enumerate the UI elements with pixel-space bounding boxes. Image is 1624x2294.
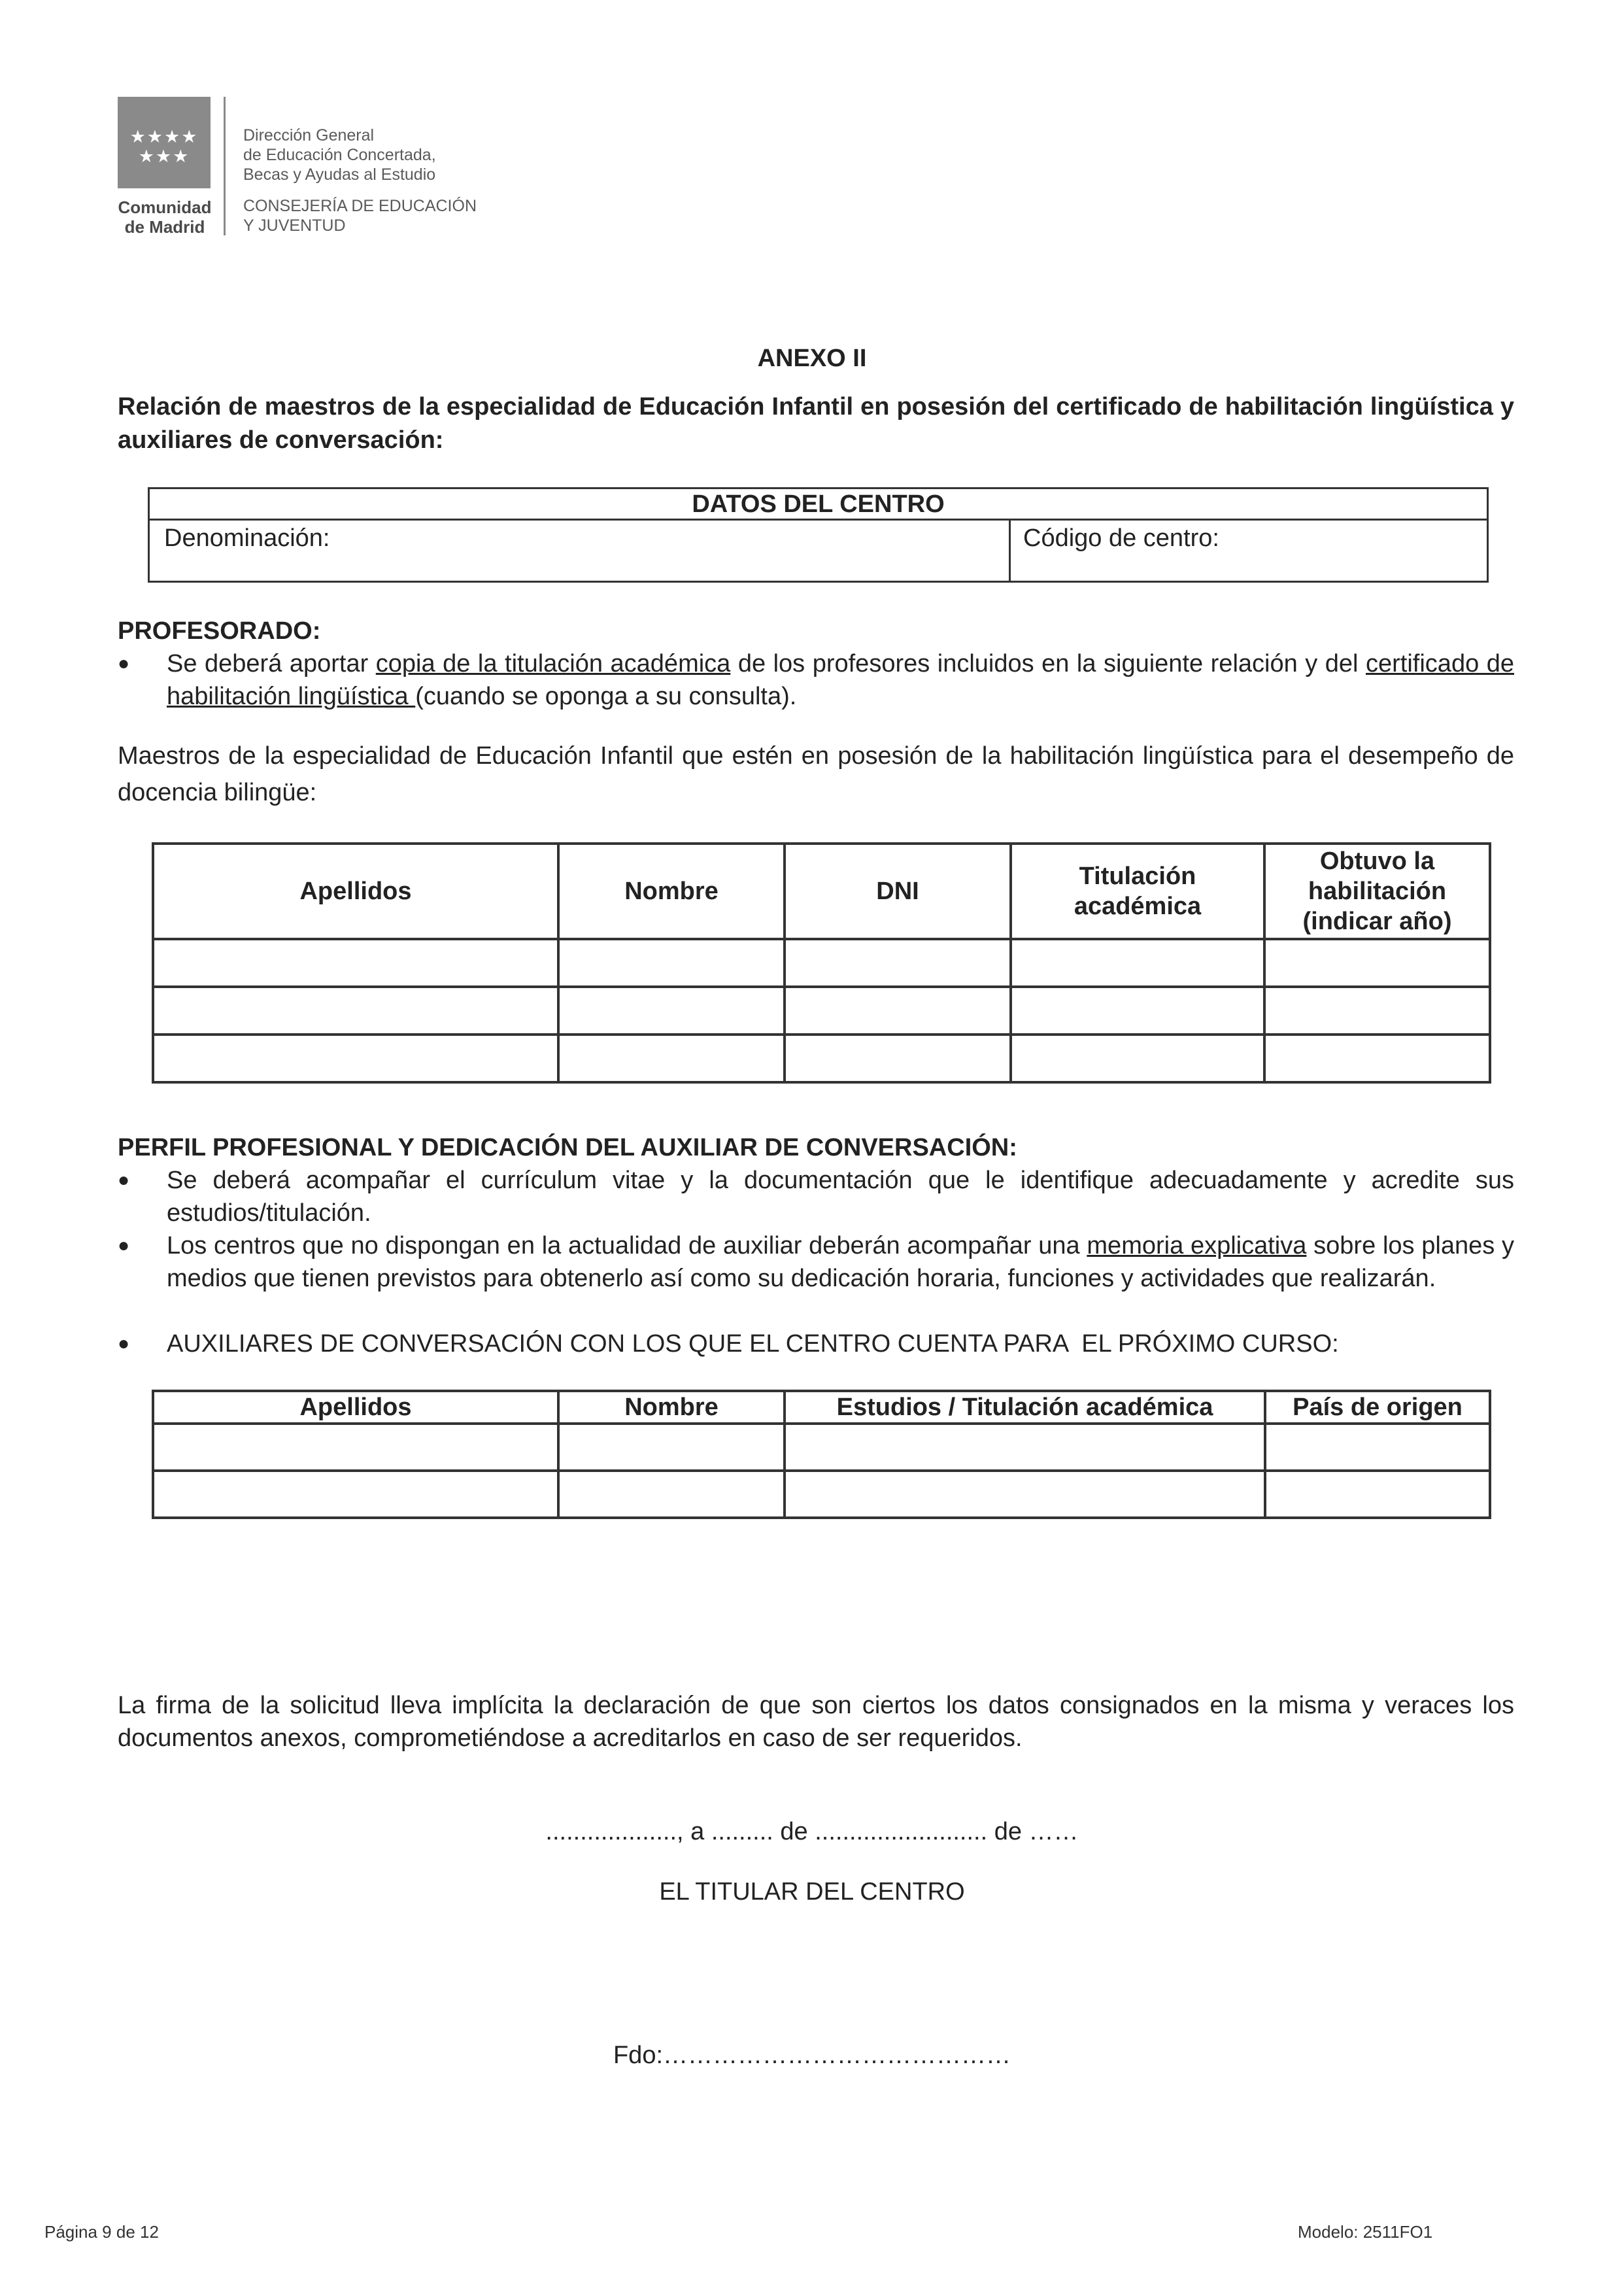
cell-pais[interactable] [1265, 1471, 1490, 1518]
cell-dni[interactable] [785, 987, 1011, 1035]
dg-line-3: Becas y Ayudas al Estudio [243, 165, 436, 184]
cell-apellidos[interactable] [153, 1424, 558, 1471]
table-row [153, 939, 1490, 987]
org-name-line-1: Comunidad [118, 197, 212, 217]
codigo-centro-field[interactable]: Código de centro: [1023, 524, 1219, 552]
table-row [153, 987, 1490, 1035]
date-line[interactable]: ..................., a ......... de ......................... de …… [545, 1818, 1079, 1845]
consejeria-line-1: CONSEJERÍA DE EDUCACIÓN [243, 197, 477, 215]
auxiliar-bullet-3 [118, 1327, 1514, 1360]
dg-line-1: Dirección General [243, 126, 375, 145]
cell-apellidos[interactable] [153, 1471, 558, 1518]
profesorado-bullet [118, 647, 1514, 713]
org-name-line-2: de Madrid [124, 217, 205, 237]
stars-row-1: ★★★★ [129, 127, 199, 146]
auxiliar-bullet-1-text: Se deberá acompañar el currículum vitae y la documentación que le identifique adecuadamente y acredite sus estudios/titulación. [167, 1167, 1514, 1227]
cell-dni[interactable] [785, 1035, 1011, 1082]
cell-apellidos[interactable] [153, 987, 558, 1035]
col-apellidos: Apellidos [153, 1391, 558, 1424]
col-apellidos: Apellidos [153, 844, 558, 939]
col-titulacion: Titulación académica [1011, 844, 1264, 939]
memoria-underlined: memoria explicativa [1087, 1232, 1307, 1259]
datos-centro-title: DATOS DEL CENTRO [150, 489, 1487, 521]
col-estudios: Estudios / Titulación académica [785, 1391, 1265, 1424]
bullet-text-post: (cuando se oponga a su consulta). [415, 683, 797, 710]
bullet2-text-pre: Los centros que no dispongan en la actualidad de auxiliar deberán acompañar una [167, 1232, 1087, 1259]
consejeria [243, 196, 477, 235]
cell-nombre[interactable] [558, 1471, 785, 1518]
bullet-icon: ● [118, 653, 130, 674]
auxiliar-bullet-1 [118, 1164, 1514, 1229]
maestros-paragraph: Maestros de la especialidad de Educación Infantil que estén en posesión de la habilitación lingüística para el desempeño de docencia bilingüe: [118, 742, 1514, 806]
profesorado-bullet-text [167, 647, 1514, 713]
dg-line-2: de Educación Concertada, [243, 146, 436, 164]
signature-fdo-line[interactable]: Fdo:…………………………………… [613, 2042, 1011, 2069]
auxiliar-title: PERFIL PROFESIONAL Y DEDICACIÓN DEL AUXILIAR DE CONVERSACIÓN: [118, 1134, 1017, 1161]
logo-divider [224, 97, 226, 235]
profesorado-title: PROFESORADO: [118, 617, 321, 645]
table-row [153, 1471, 1490, 1518]
intro-heading: Relación de maestros de la especialidad de Educación Infantil en posesión del certificado de habilitación lingüística y auxiliares de conversación: [118, 393, 1514, 454]
madrid-flag-logo [118, 97, 211, 188]
col-dni: DNI [785, 844, 1011, 939]
anexo-title: ANEXO II [757, 345, 867, 372]
table-header-row [153, 1391, 1490, 1424]
datos-centro-divider [1009, 519, 1011, 583]
col-nombre: Nombre [558, 844, 785, 939]
bullet2-text-post: sobre los planes y medios que tienen previstos para obtenerlo así como su dedicación horaria, funciones y actividades que realizarán. [167, 1232, 1515, 1292]
cell-nombre[interactable] [558, 1035, 785, 1082]
org-name [115, 197, 214, 237]
cell-habilitacion[interactable] [1264, 1035, 1490, 1082]
col-pais: País de origen [1265, 1391, 1490, 1424]
bullet-icon: ● [118, 1235, 130, 1256]
table-row [153, 1424, 1490, 1471]
cell-nombre[interactable] [558, 1424, 785, 1471]
cell-estudios[interactable] [785, 1471, 1265, 1518]
titular-label: EL TITULAR DEL CENTRO [659, 1878, 965, 1906]
page-number: Página 9 de 12 [44, 2222, 159, 2242]
cell-apellidos[interactable] [153, 939, 558, 987]
cell-habilitacion[interactable] [1264, 987, 1490, 1035]
auxiliares-table [152, 1390, 1491, 1519]
col-nombre: Nombre [558, 1391, 785, 1424]
denominacion-field[interactable]: Denominación: [164, 524, 330, 552]
bullet-text-pre: Se deberá aportar [167, 650, 376, 677]
titulacion-underlined: copia de la titulación académica [375, 650, 731, 677]
cell-titulacion[interactable] [1011, 939, 1264, 987]
auxiliar-bullet-2-text [167, 1229, 1514, 1295]
col-habilitacion: Obtuvo la habilitación (indicar año) [1264, 844, 1490, 939]
auxiliar-bullet-3-text: AUXILIARES DE CONVERSACIÓN CON LOS QUE EL CENTRO CUENTA PARA EL PRÓXIMO CURSO: [167, 1330, 1339, 1358]
table-header-row [153, 844, 1490, 939]
cell-titulacion[interactable] [1011, 987, 1264, 1035]
table-row [153, 1035, 1490, 1082]
cell-titulacion[interactable] [1011, 1035, 1264, 1082]
bullet-icon: ● [118, 1169, 130, 1191]
maestros-table [152, 842, 1491, 1084]
cell-nombre[interactable] [558, 987, 785, 1035]
cell-habilitacion[interactable] [1264, 939, 1490, 987]
stars-row-2: ★★★ [138, 146, 190, 166]
modelo-code: Modelo: 2511FO1 [1298, 2222, 1433, 2242]
direccion-general [243, 126, 436, 184]
declaration-paragraph: La firma de la solicitud lleva implícita la declaración de que son ciertos los datos consignados en la misma y veraces los documentos anexos, comprometiéndose a acreditarlos en caso de ser requeridos. [118, 1692, 1514, 1752]
bullet-icon: ● [118, 1333, 130, 1354]
cell-nombre[interactable] [558, 939, 785, 987]
auxiliar-bullet-2 [118, 1229, 1514, 1295]
cell-apellidos[interactable] [153, 1035, 558, 1082]
cell-dni[interactable] [785, 939, 1011, 987]
bullet-text-mid: de los profesores incluidos en la siguiente relación y del [730, 650, 1366, 677]
datos-centro-box [148, 487, 1489, 583]
cell-pais[interactable] [1265, 1424, 1490, 1471]
certificado-underlined: certificado de habilitación lingüística [167, 650, 1514, 710]
consejeria-line-2: Y JUVENTUD [243, 216, 346, 235]
cell-estudios[interactable] [785, 1424, 1265, 1471]
